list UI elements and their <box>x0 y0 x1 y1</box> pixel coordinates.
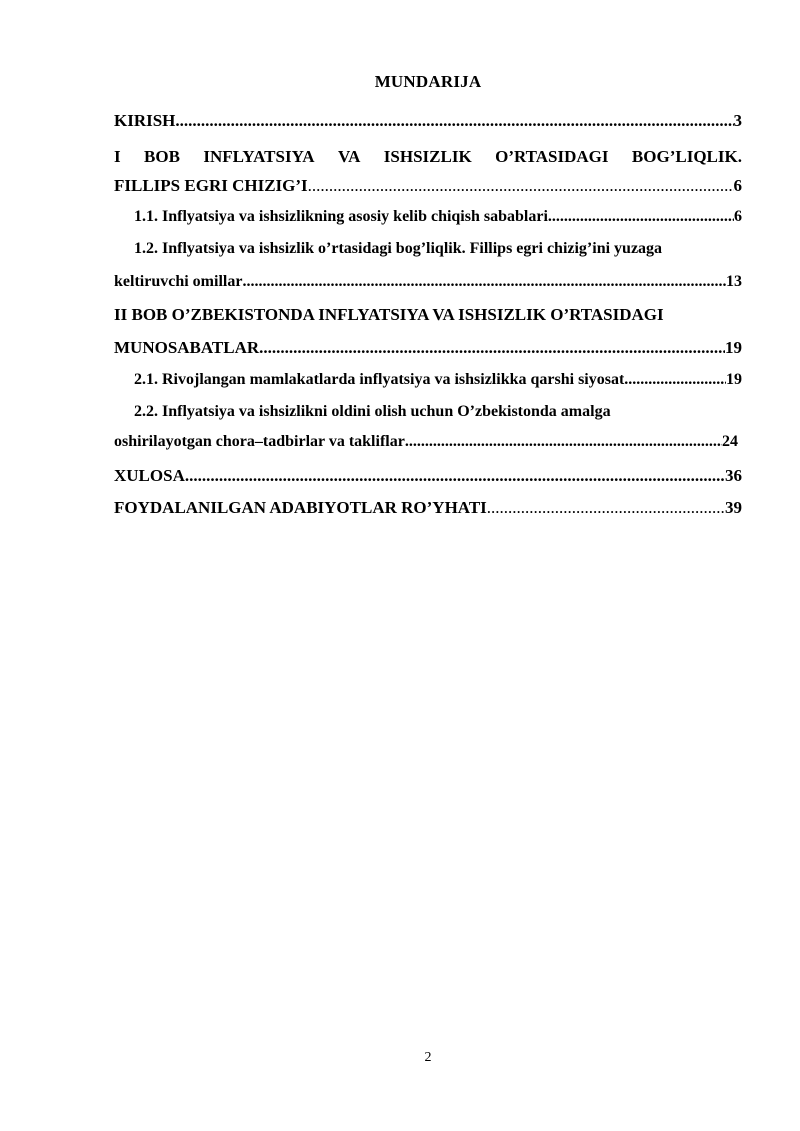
dot-leader <box>259 336 725 360</box>
toc-page-number: 13 <box>726 273 742 290</box>
toc-page-number: 24 <box>722 433 738 450</box>
dot-leader <box>405 430 722 454</box>
toc-word: ISHSIZLIK <box>383 147 472 166</box>
toc-entry-bob2-line1: II BOB O’ZBEKISTONDA INFLYATSIYA VA ISHSIZLIK O’RTASIDAGI <box>114 305 664 324</box>
toc-entry-bob2-line2 <box>114 336 742 360</box>
toc-entry-adabiyotlar <box>114 496 742 520</box>
toc-entry-label: 1.1. Inflyatsiya va ishsizlikning asosiy kelib chiqish sabablari <box>134 208 548 225</box>
toc-entry-section-1-2-line2 <box>114 270 742 294</box>
dot-leader <box>624 368 726 392</box>
toc-word: INFLYATSIYA <box>203 147 315 166</box>
toc-word: BOB <box>144 147 180 166</box>
toc-entry-label: XULOSA <box>114 466 185 485</box>
toc-entry-section-2-1 <box>134 368 742 392</box>
dot-leader <box>242 270 726 294</box>
dot-leader <box>185 464 725 488</box>
page-footer-number: 2 <box>424 1050 432 1065</box>
toc-entry-label: KIRISH <box>114 111 176 130</box>
toc-word: O’RTASIDAGI <box>495 147 609 166</box>
toc-page-number: 3 <box>733 111 742 130</box>
toc-entry-label: 2.1. Rivojlangan mamlakatlarda inflyatsiya va ishsizlikka qarshi siyosat <box>134 371 625 388</box>
dot-leader <box>548 205 734 229</box>
dot-leader <box>308 174 734 198</box>
dot-leader <box>175 109 733 133</box>
toc-entry-xulosa <box>114 464 742 488</box>
dot-leader <box>487 496 725 520</box>
toc-word: BOG’LIQLIK. <box>631 147 742 166</box>
toc-entry-section-2-2-line2 <box>114 430 738 454</box>
toc-page-number: 39 <box>725 498 742 517</box>
toc-word: I <box>114 147 121 166</box>
toc-page-number: 6 <box>733 176 742 195</box>
toc-entry-bob1-line2 <box>114 174 742 198</box>
toc-entry-section-1-1 <box>134 205 742 229</box>
toc-entry-label: FILLIPS EGRI CHIZIG’I <box>114 176 308 195</box>
toc-title: MUNDARIJA <box>374 72 482 91</box>
toc-page-number: 19 <box>725 338 742 357</box>
toc-entry-bob1-line1 <box>114 145 742 169</box>
toc-entry-label: FOYDALANILGAN ADABIYOTLAR RO’YHATI <box>114 498 487 517</box>
toc-entry-section-2-2-line1: 2.2. Inflyatsiya va ishsizlikni oldini olish uchun O’zbekistonda amalga <box>134 403 611 420</box>
toc-entry-kirish <box>114 109 742 133</box>
toc-entry-label: keltiruvchi omillar <box>114 273 243 290</box>
toc-entry-label: MUNOSABATLAR <box>114 338 260 357</box>
toc-page-number: 36 <box>725 466 742 485</box>
toc-entry-section-1-2-line1: 1.2. Inflyatsiya va ishsizlik o’rtasidagi bog’liqlik. Fillips egri chizig’ini yuzaga <box>134 240 663 257</box>
toc-word: VA <box>338 147 361 166</box>
toc-entry-label: oshirilayotgan chora–tadbirlar va takliflar <box>114 433 405 450</box>
toc-page-number: 6 <box>734 208 742 225</box>
toc-page-number: 19 <box>726 371 742 388</box>
